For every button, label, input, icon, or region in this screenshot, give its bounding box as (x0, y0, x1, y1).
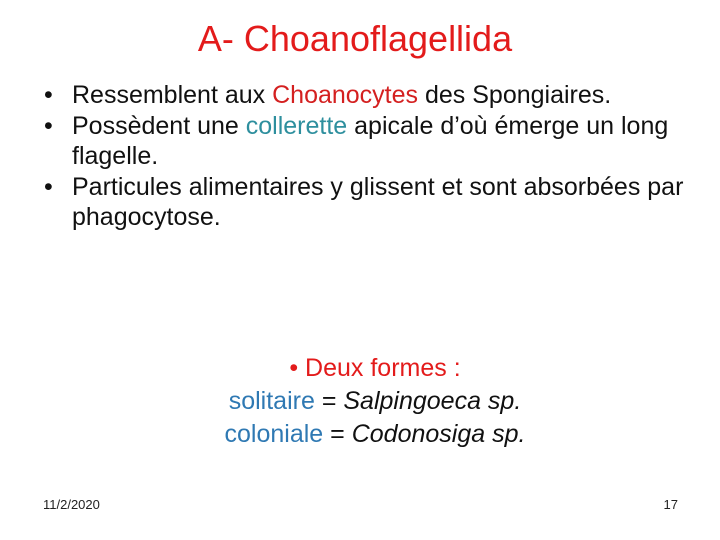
footer-date: 11/2/2020 (43, 497, 100, 512)
bullet-list (44, 80, 704, 233)
colonial-form-line (140, 418, 610, 451)
page-number: 17 (663, 497, 678, 512)
bullet-marker: • (44, 172, 53, 201)
colonial-species: Codonosiga sp. (351, 420, 526, 448)
collerette-term: collerette (245, 111, 348, 140)
forms-bullet-marker: • (289, 354, 299, 382)
solitary-form-line (140, 385, 610, 418)
forms-block (140, 352, 610, 451)
equals-sign: = (323, 420, 352, 448)
equals-sign: = (314, 387, 344, 415)
forms-heading-line (140, 352, 610, 385)
bullet-item-phagocytose (44, 172, 704, 233)
bullet-text: Particules alimentaires y glissent et sont absorbées par phagocytose. (72, 172, 684, 231)
bullet-text-end: des Spongiaires. (418, 81, 612, 109)
bullet-marker: • (44, 81, 53, 109)
bullet-text-start: Ressemblent aux (72, 81, 273, 109)
choanocytes-term: Choanocytes (272, 81, 419, 109)
bullet-item-collerette (44, 111, 704, 172)
solitary-species: Salpingoeca sp. (343, 387, 522, 415)
solitary-label: solitaire (228, 387, 315, 415)
bullet-text-end: apicale d’où émerge un long flagelle. (72, 111, 669, 170)
slide-title: A- Choanoflagellida (197, 18, 513, 59)
colonial-label: coloniale (224, 420, 324, 448)
forms-heading: Deux formes : (305, 354, 461, 382)
bullet-marker: • (44, 111, 53, 140)
bullet-text-start: Possèdent une (72, 111, 246, 140)
bullet-item-choanocytes (44, 80, 704, 111)
